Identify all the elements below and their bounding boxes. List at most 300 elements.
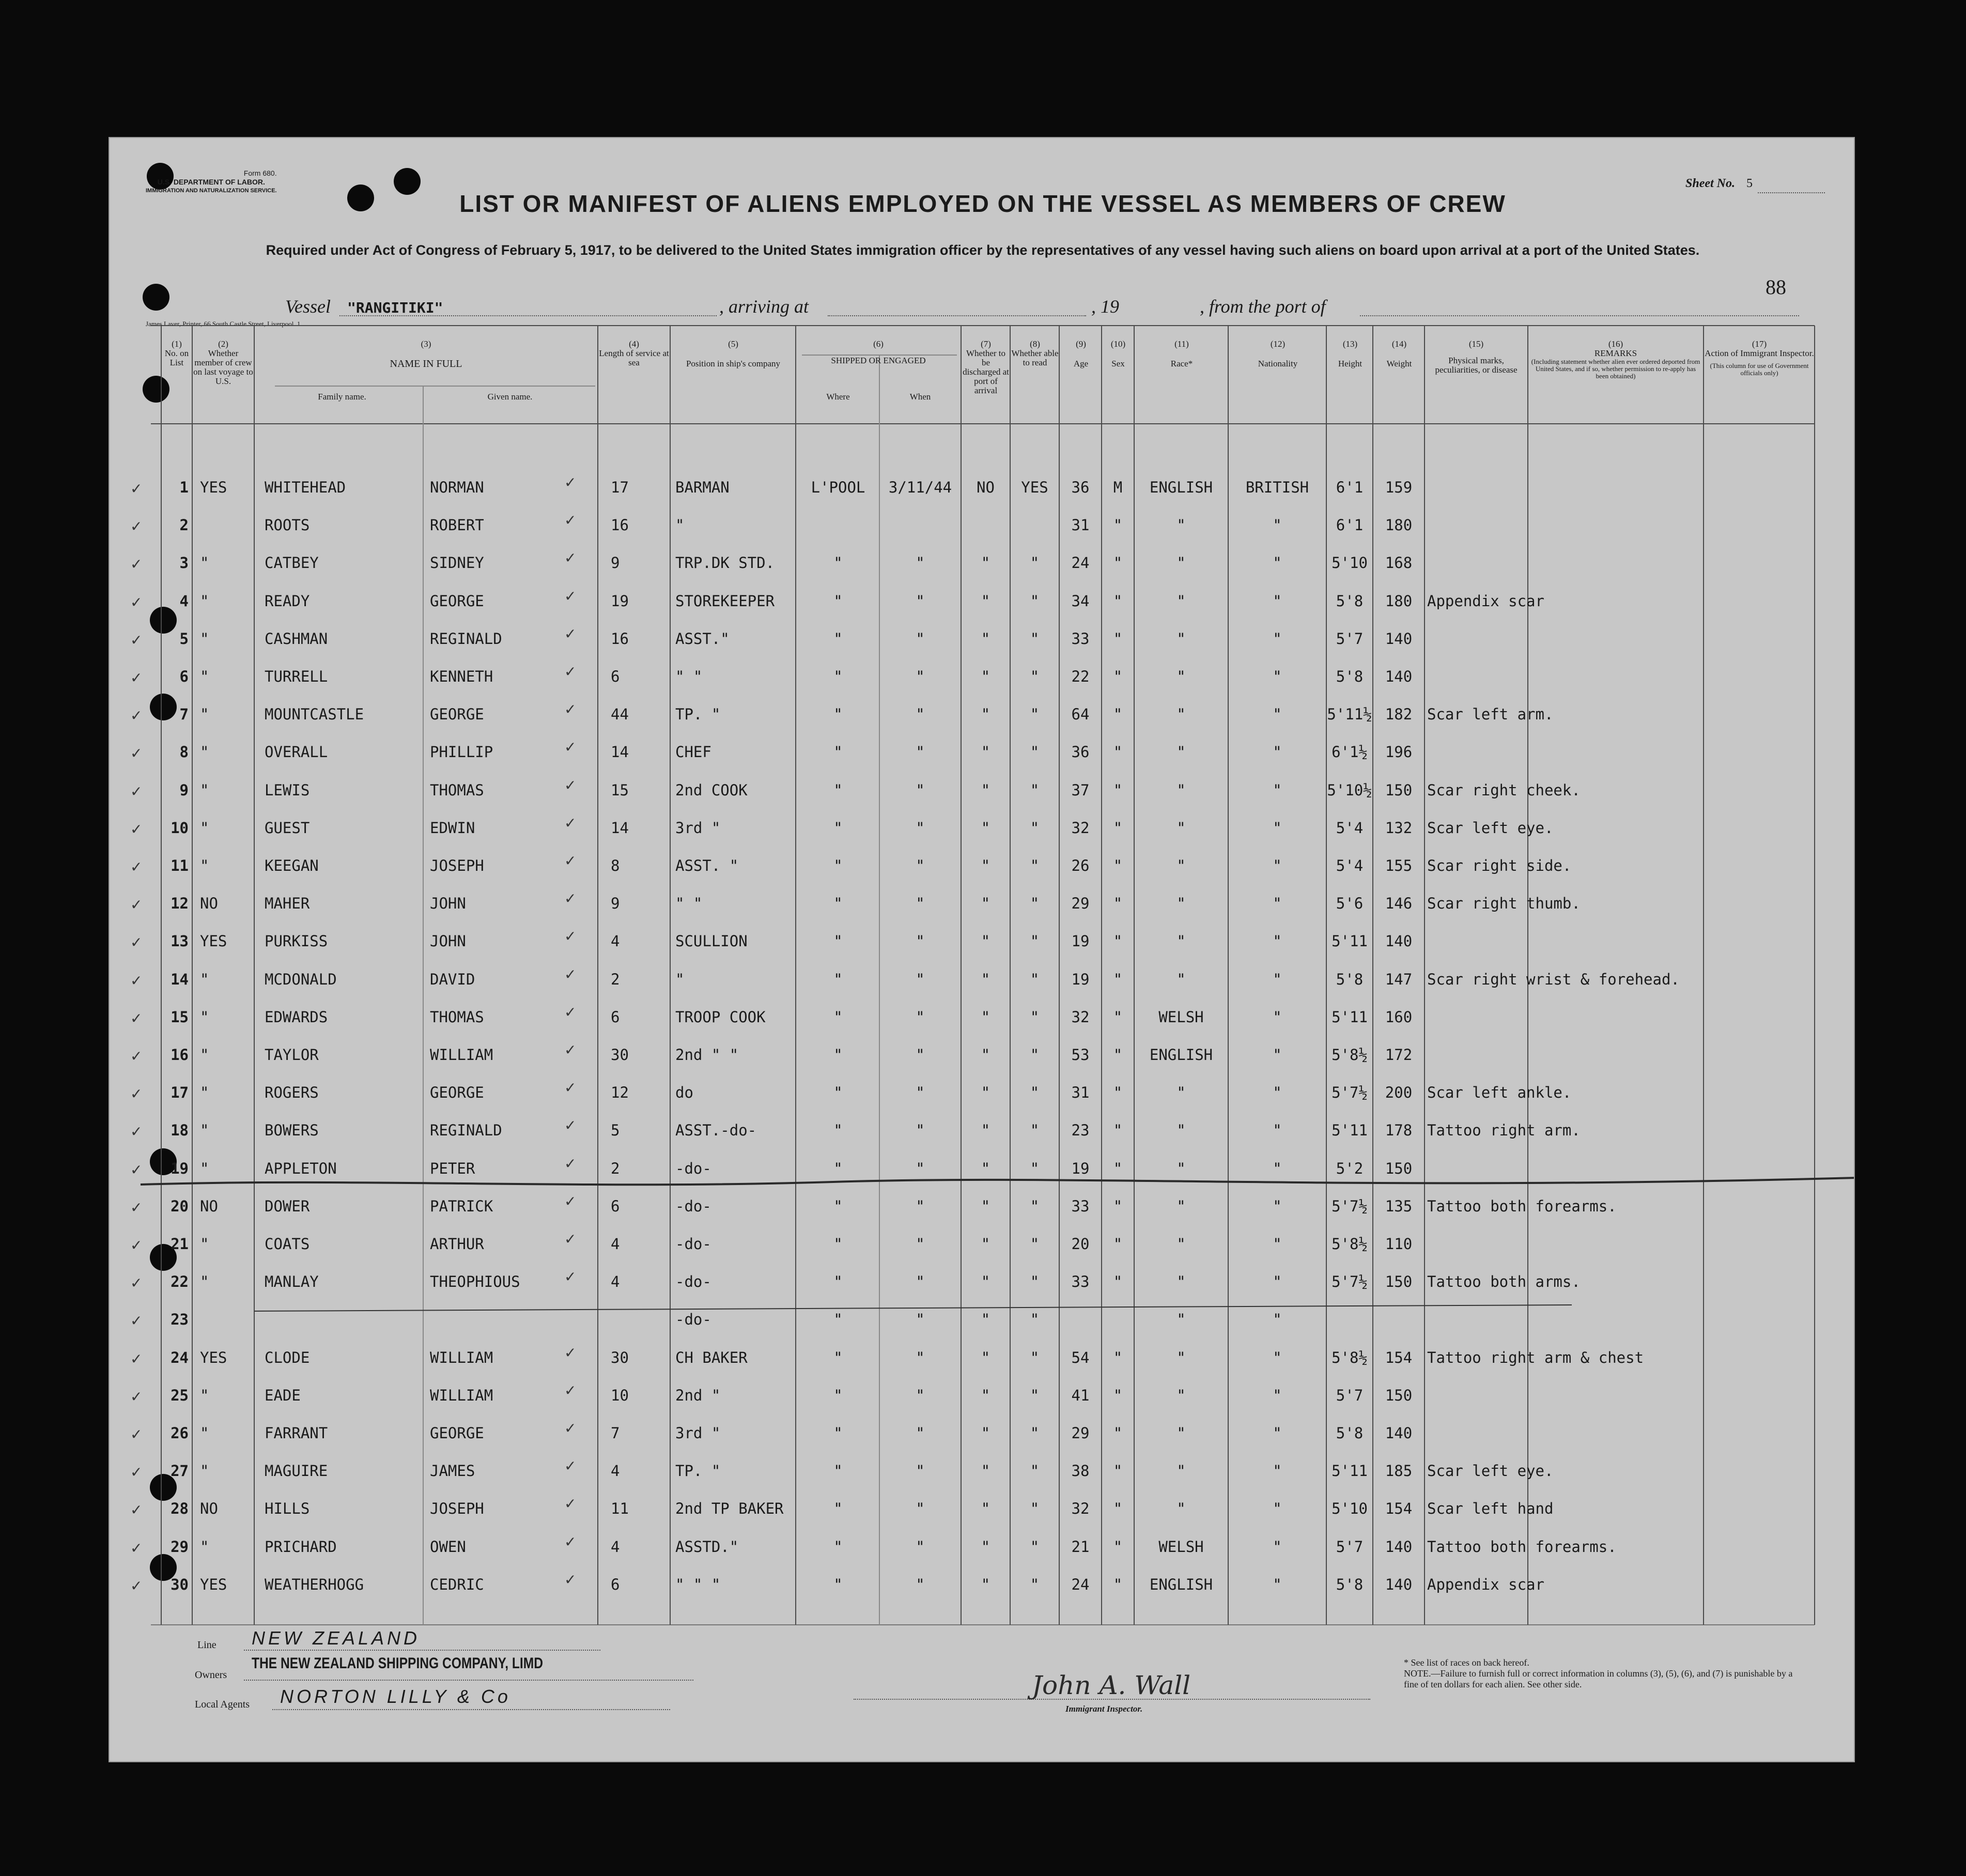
able-to-read-cell: " (1030, 1424, 1040, 1442)
age-cell: 19 (1071, 932, 1090, 950)
height-cell: 5'8 (1336, 1424, 1364, 1442)
height-cell: 5'7 (1336, 1538, 1364, 1556)
given-name-cell: THOMAS (430, 781, 484, 799)
column-label: Position in ship's company (686, 359, 781, 368)
physical-marks-cell: Scar right cheek. (1427, 781, 1581, 799)
position-cell: 3rd " (675, 1424, 721, 1442)
age-cell: 53 (1071, 1046, 1090, 1064)
weight-cell: 182 (1385, 705, 1413, 723)
position-cell: -do- (675, 1273, 711, 1290)
row-number-cell: 1 (179, 479, 189, 496)
row-number-cell: 17 (171, 1084, 189, 1101)
shipped-when-cell: " (916, 1046, 925, 1064)
weight-cell: 150 (1385, 1160, 1413, 1177)
given-name-cell: PHILLIP (430, 743, 493, 761)
sex-cell: " (1113, 1349, 1123, 1366)
shipped-where-cell: " (833, 1349, 843, 1366)
nationality-cell: BRITISH (1245, 479, 1309, 496)
column-number: (10) (1110, 339, 1126, 349)
shipped-when-cell: " (916, 1160, 925, 1177)
weight-cell: 185 (1385, 1462, 1413, 1480)
given-name-cell: GEORGE (430, 1084, 484, 1101)
height-cell: 6'1½ (1332, 743, 1368, 761)
check-mark-icon: ✓ (130, 1010, 143, 1027)
check-mark-icon: ✓ (564, 1344, 577, 1361)
physical-marks-cell: Tattoo both arms. (1427, 1273, 1581, 1290)
row-number-cell: 28 (171, 1500, 189, 1517)
family-name-cell: CATBEY (265, 554, 319, 572)
sex-cell: " (1113, 1008, 1123, 1026)
column-number: (1) (172, 339, 182, 349)
height-cell: 5'4 (1336, 819, 1364, 837)
discharged-cell: " (981, 592, 990, 610)
height-cell: 5'2 (1336, 1160, 1364, 1177)
able-to-read-cell: " (1030, 1121, 1040, 1139)
nationality-cell: " (1273, 1349, 1282, 1366)
given-name-cell: CEDRIC (430, 1576, 484, 1593)
nationality-cell: " (1273, 1008, 1282, 1026)
family-name-cell: APPLETON (265, 1160, 337, 1177)
position-cell: TP. " (675, 705, 721, 723)
check-mark-icon: ✓ (130, 745, 143, 762)
line-rule (244, 1650, 600, 1651)
given-name-subheader: Given name. (487, 392, 533, 402)
column-label: Height (1338, 359, 1363, 368)
column-number: (6) (873, 339, 884, 349)
sex-cell: " (1113, 554, 1123, 572)
agents-label: Local Agents (195, 1699, 250, 1710)
row-number-cell: 20 (171, 1197, 189, 1215)
family-name-cell: CASHMAN (265, 630, 328, 648)
height-cell: 5'8½ (1332, 1349, 1368, 1366)
position-cell: do (675, 1084, 693, 1101)
prev-voyage-cell: " (200, 1046, 209, 1064)
age-cell: 24 (1071, 554, 1090, 572)
given-name-cell: THEOPHIOUS (430, 1273, 520, 1290)
given-name-cell: WILLIAM (430, 1046, 493, 1064)
position-cell: -do- (675, 1160, 711, 1177)
shipped-where-cell: " (833, 781, 843, 799)
service-length-cell: 6 (611, 668, 620, 685)
row-number-cell: 23 (171, 1311, 189, 1328)
discharged-cell: " (981, 1538, 990, 1556)
age-cell: 37 (1071, 781, 1090, 799)
service-length-cell: 10 (611, 1387, 629, 1404)
prev-voyage-cell: " (200, 705, 209, 723)
shipped-when-cell: " (916, 1311, 925, 1328)
family-name-cell: TAYLOR (265, 1046, 319, 1064)
nationality-cell: " (1273, 1500, 1282, 1517)
position-cell: " " " (675, 1576, 721, 1593)
shipped-where-cell: " (833, 592, 843, 610)
sex-cell: " (1113, 1576, 1123, 1593)
able-to-read-cell: " (1030, 1008, 1040, 1026)
service-length-cell: 30 (611, 1349, 629, 1366)
position-cell: 3rd " (675, 819, 721, 837)
where-subheader: Where (826, 392, 850, 402)
shipped-where-cell: " (833, 857, 843, 874)
nationality-cell: " (1273, 705, 1282, 723)
position-cell: BARMAN (675, 479, 730, 496)
check-mark-icon: ✓ (564, 474, 577, 491)
race-cell: WELSH (1158, 1008, 1204, 1026)
row-number-cell: 15 (171, 1008, 189, 1026)
check-mark-icon: ✓ (130, 1274, 143, 1291)
check-mark-icon: ✓ (564, 777, 577, 794)
weight-cell: 140 (1385, 1538, 1413, 1556)
family-name-cell: ROGERS (265, 1084, 319, 1101)
height-cell: 5'8 (1336, 971, 1364, 988)
service-length-cell: 2 (611, 1160, 620, 1177)
sex-cell: " (1113, 1500, 1123, 1517)
discharged-cell: " (981, 1008, 990, 1026)
nationality-cell: " (1273, 554, 1282, 572)
prev-voyage-cell: YES (200, 1576, 227, 1593)
check-mark-icon: ✓ (130, 934, 143, 951)
nationality-cell: " (1273, 1538, 1282, 1556)
height-cell: 5'8½ (1332, 1046, 1368, 1064)
prev-voyage-cell: " (200, 819, 209, 837)
weight-cell: 135 (1385, 1197, 1413, 1215)
service-length-cell: 17 (611, 479, 629, 496)
vessel-label: Vessel (285, 296, 331, 317)
family-name-cell: DOWER (265, 1197, 310, 1215)
weight-cell: 180 (1385, 592, 1413, 610)
check-mark-icon: ✓ (130, 556, 143, 573)
position-cell: 2nd " (675, 1387, 721, 1404)
service-length-cell: 12 (611, 1084, 629, 1101)
column-header-age (1060, 340, 1102, 368)
year-label: , 19 (1091, 296, 1119, 317)
shipped-when-cell: " (916, 971, 925, 988)
check-mark-icon: ✓ (564, 1041, 577, 1058)
weight-cell: 180 (1385, 516, 1413, 534)
weight-cell: 178 (1385, 1121, 1413, 1139)
able-to-read-cell: " (1030, 1387, 1040, 1404)
race-cell: ENGLISH (1149, 1046, 1213, 1064)
race-cell: " (1176, 971, 1186, 988)
position-cell: " " (675, 895, 703, 912)
physical-marks-cell: Tattoo right arm & chest (1427, 1349, 1644, 1366)
column-number: (12) (1270, 339, 1286, 349)
nationality-cell: " (1273, 592, 1282, 610)
family-name-cell: GUEST (265, 819, 310, 837)
page-number: 88 (1766, 275, 1786, 299)
row-number-cell: 12 (171, 895, 189, 912)
sex-cell: " (1113, 932, 1123, 950)
family-name-cell: COATS (265, 1235, 310, 1253)
shipped-when-cell: " (916, 857, 925, 874)
shipped-where-cell: " (833, 1462, 843, 1480)
check-mark-icon: ✓ (564, 1117, 577, 1134)
prev-voyage-cell: " (200, 781, 209, 799)
shipped-when-cell: " (916, 1273, 925, 1290)
service-length-cell: 16 (611, 630, 629, 648)
age-cell: 36 (1071, 479, 1090, 496)
nationality-cell: " (1273, 1273, 1282, 1290)
agents-rule (272, 1709, 670, 1710)
column-number: (16) (1608, 339, 1623, 349)
age-cell: 32 (1071, 1008, 1090, 1026)
given-name-cell: JOHN (430, 895, 466, 912)
column-label: Action of Immigrant Inspector. (1705, 348, 1814, 358)
physical-marks-cell: Scar left arm. (1427, 705, 1554, 723)
nationality-cell: " (1273, 819, 1282, 837)
weight-cell: 196 (1385, 743, 1413, 761)
given-name-cell: THOMAS (430, 1008, 484, 1026)
position-cell: " (675, 971, 685, 988)
column-header-sex (1103, 340, 1134, 368)
race-cell: " (1176, 857, 1186, 874)
row-number-cell: 8 (179, 743, 189, 761)
able-to-read-cell: " (1030, 1235, 1040, 1253)
given-name-cell: DAVID (430, 971, 475, 988)
row-number-cell: 4 (179, 592, 189, 610)
shipped-where-cell: " (833, 554, 843, 572)
age-cell: 32 (1071, 819, 1090, 837)
column-number: (4) (629, 339, 639, 349)
check-mark-icon: ✓ (130, 896, 143, 913)
column-number: (3) (421, 339, 431, 349)
column-header-physical-marks (1426, 340, 1527, 375)
age-cell: 32 (1071, 1500, 1090, 1517)
shipped-where-cell: " (833, 1197, 843, 1215)
shipped-when-cell: " (916, 932, 925, 950)
check-mark-icon: ✓ (130, 821, 143, 838)
line-label: Line (197, 1639, 216, 1651)
race-cell: " (1176, 932, 1186, 950)
check-mark-icon: ✓ (564, 1193, 577, 1210)
column-header-nationality (1229, 340, 1326, 368)
owners-label: Owners (195, 1669, 227, 1681)
position-cell: -do- (675, 1235, 711, 1253)
line-value: NEW ZEALAND (252, 1627, 421, 1649)
nationality-cell: " (1273, 857, 1282, 874)
race-cell: " (1176, 895, 1186, 912)
race-cell: " (1176, 1387, 1186, 1404)
sex-cell: " (1113, 592, 1123, 610)
service-length-cell: 4 (611, 1273, 620, 1290)
weight-cell: 146 (1385, 895, 1413, 912)
family-name-cell: PURKISS (265, 932, 328, 950)
row-number-cell: 30 (171, 1576, 189, 1593)
nationality-cell: " (1273, 932, 1282, 950)
check-mark-icon: ✓ (130, 632, 143, 649)
column-label: Whether able to read (1011, 348, 1059, 367)
discharged-cell: " (981, 857, 990, 874)
discharged-cell: " (981, 1387, 990, 1404)
able-to-read-cell: " (1030, 971, 1040, 988)
shipped-when-cell: 3/11/44 (888, 479, 952, 496)
owners-rule (244, 1680, 693, 1681)
column-label: Age (1073, 359, 1089, 368)
height-cell: 6'1 (1336, 479, 1364, 496)
shipped-where-cell: " (833, 743, 843, 761)
family-name-cell: ROOTS (265, 516, 310, 534)
able-to-read-cell: " (1030, 781, 1040, 799)
sex-cell: " (1113, 1235, 1123, 1253)
shipped-when-cell: " (916, 668, 925, 685)
age-cell: 33 (1071, 1273, 1090, 1290)
able-to-read-cell: " (1030, 932, 1040, 950)
when-subheader: When (909, 392, 931, 402)
family-name-subheader: Family name. (318, 392, 366, 402)
given-name-cell: REGINALD (430, 1121, 502, 1139)
prev-voyage-cell: " (200, 668, 209, 685)
nationality-cell: " (1273, 743, 1282, 761)
position-cell: TRP.DK STD. (675, 554, 775, 572)
nationality-cell: " (1273, 1084, 1282, 1101)
check-mark-icon: ✓ (130, 972, 143, 989)
age-cell: 24 (1071, 1576, 1090, 1593)
able-to-read-cell: " (1030, 630, 1040, 648)
row-number-cell: 18 (171, 1121, 189, 1139)
able-to-read-cell: " (1030, 705, 1040, 723)
shipped-when-cell: " (916, 554, 925, 572)
family-name-cell: EDWARDS (265, 1008, 328, 1026)
check-mark-icon: ✓ (130, 1312, 143, 1329)
race-cell: " (1176, 630, 1186, 648)
shipped-where-cell: " (833, 1046, 843, 1064)
agents-value: NORTON LILLY & Co (280, 1686, 511, 1707)
able-to-read-cell: " (1030, 1273, 1040, 1290)
column-header-service (599, 340, 669, 367)
able-to-read-cell: " (1030, 895, 1040, 912)
position-cell: 2nd COOK (675, 781, 748, 799)
physical-marks-cell: Scar left eye. (1427, 1462, 1554, 1480)
race-cell: " (1176, 705, 1186, 723)
prev-voyage-cell: NO (200, 1500, 218, 1517)
age-cell: 33 (1071, 630, 1090, 648)
prev-voyage-cell: " (200, 1235, 209, 1253)
weight-cell: 140 (1385, 1576, 1413, 1593)
physical-marks-cell: Scar right side. (1427, 857, 1572, 874)
service-length-cell: 6 (611, 1197, 620, 1215)
prev-voyage-cell: " (200, 554, 209, 572)
height-cell: 5'10 (1332, 1500, 1368, 1517)
column-header-height (1327, 340, 1373, 368)
check-mark-icon: ✓ (564, 1231, 577, 1248)
prev-voyage-cell: " (200, 971, 209, 988)
row-number-cell: 9 (179, 781, 189, 799)
weight-cell: 150 (1385, 1387, 1413, 1404)
sex-cell: " (1113, 516, 1123, 534)
nationality-cell: " (1273, 1387, 1282, 1404)
shipped-when-cell: " (916, 781, 925, 799)
able-to-read-cell: " (1030, 1349, 1040, 1366)
service-length-cell: 6 (611, 1008, 620, 1026)
sex-cell: " (1113, 1462, 1123, 1480)
shipped-where-cell: " (833, 1424, 843, 1442)
prev-voyage-cell: " (200, 1424, 209, 1442)
row-number-cell: 25 (171, 1387, 189, 1404)
check-mark-icon: ✓ (130, 707, 143, 724)
race-cell: WELSH (1158, 1538, 1204, 1556)
prev-voyage-cell: " (200, 1008, 209, 1026)
column-number: (17) (1752, 339, 1767, 349)
column-header-previous-voyage (193, 340, 253, 386)
column-header-shipped (797, 340, 960, 365)
service-name: IMMIGRATION AND NATURALIZATION SERVICE. (146, 188, 277, 194)
prev-voyage-cell: NO (200, 1197, 218, 1215)
check-mark-icon: ✓ (564, 890, 577, 907)
discharged-cell: " (981, 1235, 990, 1253)
discharged-cell: " (981, 1462, 990, 1480)
age-cell: 33 (1071, 1197, 1090, 1215)
shipped-when-cell: " (916, 1197, 925, 1215)
nationality-cell: " (1273, 1046, 1282, 1064)
column-header-discharged (962, 340, 1010, 395)
nationality-cell: " (1273, 1462, 1282, 1480)
shipped-where-cell: " (833, 932, 843, 950)
column-label: Sex (1111, 359, 1125, 368)
check-mark-icon: ✓ (130, 1388, 143, 1405)
family-name-cell: MCDONALD (265, 971, 337, 988)
column-header-position (671, 340, 795, 368)
column-label: NAME IN FULL (390, 358, 462, 370)
shipped-when-cell: " (916, 1387, 925, 1404)
height-cell: 5'8 (1336, 668, 1364, 685)
race-cell: " (1176, 1424, 1186, 1442)
shipped-when-cell: " (916, 1538, 925, 1556)
shipped-when-cell: " (916, 1424, 925, 1442)
given-name-cell: OWEN (430, 1538, 466, 1556)
service-length-cell: 2 (611, 971, 620, 988)
family-name-cell: HILLS (265, 1500, 310, 1517)
position-cell: SCULLION (675, 932, 748, 950)
check-mark-icon: ✓ (564, 852, 577, 869)
check-mark-icon: ✓ (564, 1533, 577, 1550)
able-to-read-cell: " (1030, 1538, 1040, 1556)
check-mark-icon: ✓ (130, 1501, 143, 1518)
physical-marks-cell: Tattoo both forearms. (1427, 1538, 1617, 1556)
given-name-cell: JOSEPH (430, 857, 484, 874)
race-cell: " (1176, 1349, 1186, 1366)
age-cell: 21 (1071, 1538, 1090, 1556)
discharged-cell: " (981, 630, 990, 648)
family-name-cell: MAHER (265, 895, 310, 912)
sex-cell: " (1113, 1160, 1123, 1177)
row-number-cell: 19 (171, 1160, 189, 1177)
physical-marks-cell: Scar left hand (1427, 1500, 1554, 1517)
able-to-read-cell: " (1030, 1500, 1040, 1517)
check-mark-icon: ✓ (564, 625, 577, 642)
weight-cell: 160 (1385, 1008, 1413, 1026)
department: U.S. DEPARTMENT OF LABOR. (157, 178, 265, 186)
row-number-cell: 29 (171, 1538, 189, 1556)
weight-cell: 150 (1385, 781, 1413, 799)
check-mark-icon: ✓ (564, 1457, 577, 1474)
physical-marks-cell: Tattoo both forearms. (1427, 1197, 1617, 1215)
service-length-cell: 4 (611, 1235, 620, 1253)
prev-voyage-cell: " (200, 592, 209, 610)
shipped-when-cell: " (916, 1235, 925, 1253)
check-mark-icon: ✓ (130, 480, 143, 497)
family-name-cell: MAGUIRE (265, 1462, 328, 1480)
position-cell: " " (675, 668, 703, 685)
penalty-note: NOTE.—Failure to furnish full or correct information in columns (3), (5), (6), and (7) is punishable by a fine of ten dollars for each alien. See other side. (1404, 1668, 1793, 1689)
prev-voyage-cell: " (200, 1462, 209, 1480)
weight-cell: 140 (1385, 668, 1413, 685)
from-port-label: , from the port of (1200, 296, 1326, 317)
height-cell: 5'11 (1332, 1462, 1368, 1480)
check-mark-icon: ✓ (564, 588, 577, 605)
physical-marks-cell: Scar right wrist & forehead. (1427, 971, 1680, 988)
position-cell: 2nd " " (675, 1046, 739, 1064)
shipped-where-cell: " (833, 1235, 843, 1253)
sex-cell: " (1113, 971, 1123, 988)
physical-marks-cell: Appendix scar (1427, 592, 1544, 610)
